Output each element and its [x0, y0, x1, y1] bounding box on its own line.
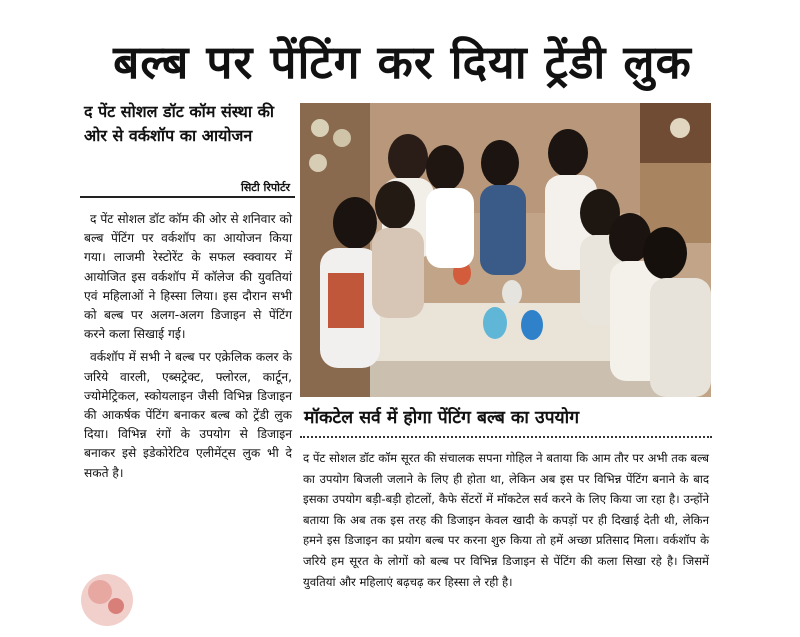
headline: बल्ब पर पेंटिंग कर दिया ट्रेंडी लुक: [113, 35, 692, 89]
corner-decoration-image: [72, 562, 142, 632]
left-paragraph-2: वर्कशॉप में सभी ने बल्ब पर एक्रेलिक कलर के जरिये वारली, एब्सट्रेक्ट, फ्लोरल, कार्टून, ज्योमेट्रिकल, स्कोयलाइन जैसी विभिन्न डिजाइन की आकर्षक पेंटिंग बनाकर बल्ब को ट्रेंडी लुक दिया। विभिन्न रंगों के उपयोग से डिजाइन बनाकर इसे इडेकोरेटिव एलीमेंट्स लुक भी दे सकते है।: [84, 350, 292, 480]
workshop-photo-illustration: [300, 103, 711, 397]
section-divider: [300, 436, 712, 438]
left-column: [84, 210, 292, 483]
section-subheadline: मॉकटेल सर्व में होगा पेंटिंग बल्ब का उपयोग: [304, 408, 580, 428]
subheadline: द पेंट सोशल डॉट कॉम संस्था की ओर से वर्कशॉप का आयोजन: [84, 102, 275, 145]
left-paragraph-1: द पेंट सोशल डॉट कॉम की ओर से शनिवार को बल्ब पेंटिंग पर वर्कशॉप का आयोजन किया गया। लाजमी रेस्टोरेंट के सफल स्क्वायर में आयोजित इस वर्कशॉप में कॉलेज की युवतियां एवं महिलाओं ने हिस्सा लिया। इस दौरान सभी को बल्ब पर अलग-अलग डिजाइन से पेंटिंग करने कला सिखाई गई।: [84, 212, 292, 342]
byline-divider: [80, 196, 295, 198]
right-column: द पेंट सोशल डॉट कॉम सूरत की संचालक सपना गोहिल ने बताया कि आम तौर पर अभी तक बल्ब का उपयोग बिजली जलाने के लिए ही होता था, लेकिन अब इस पर विभिन्न पेंटिंग बनाने के बाद इसका उपयोग बड़ी-बड़ी होटलों, कैफे सेंटरों में मॉकटेल सर्व करने के लिए किया जा रहा है। उन्होंने बताया कि अब तक इस तरह की डिजाइन केवल खादी के कपड़ों पर ही दिखाई देती थी, लेकिन हमने इस डिजाइन का प्रयोग बल्ब पर करना शुरु किया तो हमें अच्छा प्रतिसाद मिला। वर्कशॉप के जरिये हम सूरत के लोगों को बल्ब पर विभिन्न डिजाइन से पेंटिंग की कला सिखा रहे है। जिसमें युवतियां और महिलाएं बढ़चढ़ कर हिस्सा ले रही है।: [303, 451, 709, 589]
workshop-photo: [300, 103, 711, 397]
byline: सिटी रिपोर्टर: [241, 181, 290, 194]
